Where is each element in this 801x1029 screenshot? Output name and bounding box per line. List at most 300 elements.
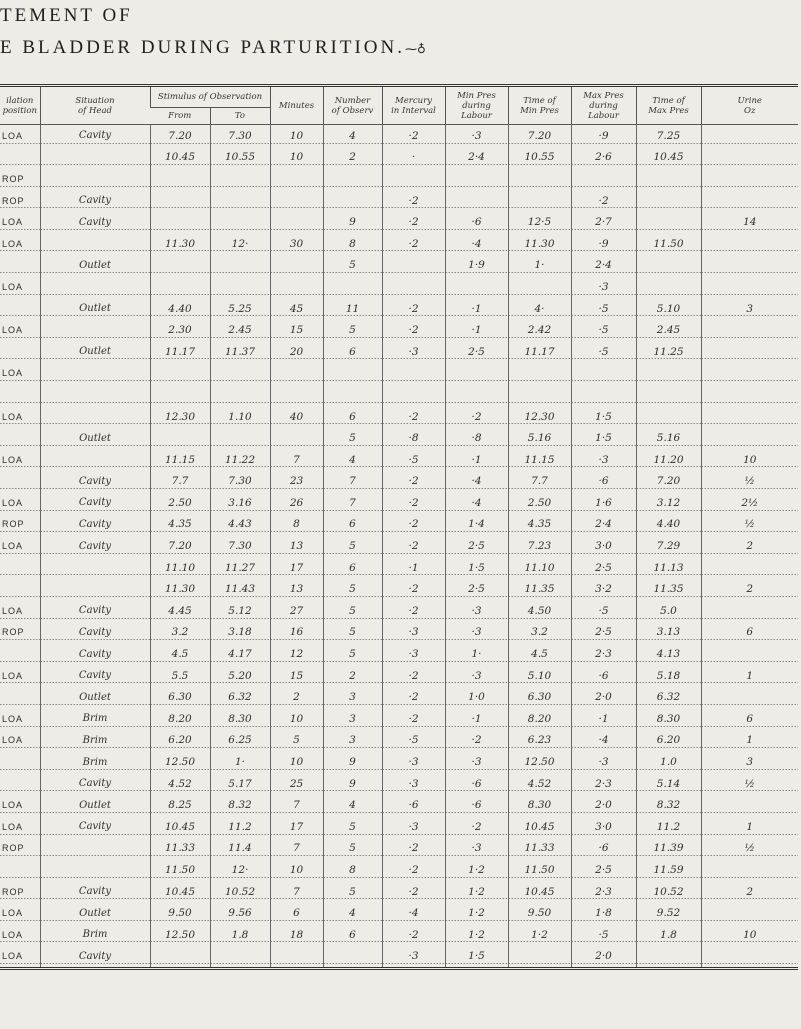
cell-to: 11.43 [210,578,270,600]
cell-mercury: ·2 [382,319,445,341]
cell-position [0,384,40,406]
cell-position: LOA [0,363,40,385]
cell-min-pressure: 2·5 [445,341,508,363]
cell-from: 12.50 [150,751,210,773]
cell-urine: ½ [701,838,798,860]
cell-time-min: 11.15 [508,449,571,471]
cell-max-pressure: 2·4 [571,255,636,277]
cell-max-pressure [571,384,636,406]
table-row [0,168,798,190]
cell-time-max: 11.59 [636,859,701,881]
cell-time-min: 12·5 [508,211,571,233]
cell-mercury: ·3 [382,643,445,665]
cell-time-min: 7.7 [508,471,571,493]
cell-number [323,946,382,968]
table-row [0,125,798,147]
cell-number [323,276,382,298]
cell-number [323,190,382,212]
cell-min-pressure: ·1 [445,708,508,730]
cell-time-max: 8.30 [636,708,701,730]
cell-to: 6.25 [210,730,270,752]
table-row [0,276,798,298]
cell-situation [40,578,150,600]
cell-minutes: 10 [270,751,323,773]
cell-situation: Cavity [40,773,150,795]
cell-situation [40,384,150,406]
table-row [0,255,798,277]
cell-mercury: · [382,147,445,169]
cell-position: LOA [0,794,40,816]
cell-number: 5 [323,600,382,622]
cell-position: LOA [0,211,40,233]
header-time-max: Time of Max Pres [636,87,701,125]
cell-max-pressure: ·5 [571,298,636,320]
cell-urine: 2 [701,578,798,600]
cell-number: 6 [323,406,382,428]
cell-max-pressure: ·3 [571,276,636,298]
cell-time-max: 6.20 [636,730,701,752]
cell-minutes: 12 [270,643,323,665]
cell-to: 11.2 [210,816,270,838]
cell-from: 7.20 [150,535,210,557]
cell-time-max: 11.20 [636,449,701,471]
cell-min-pressure [445,168,508,190]
cell-min-pressure: ·3 [445,665,508,687]
bladder-pressure-table [0,87,798,967]
cell-max-pressure: ·5 [571,341,636,363]
cell-max-pressure: 2·3 [571,881,636,903]
cell-min-pressure: ·6 [445,211,508,233]
cell-minutes [270,276,323,298]
cell-number: 7 [323,471,382,493]
cell-situation: Cavity [40,643,150,665]
cell-mercury: ·2 [382,535,445,557]
cell-urine [701,168,798,190]
cell-position: LOA [0,233,40,255]
cell-number: 5 [323,578,382,600]
cell-situation [40,449,150,471]
cell-time-max: 7.29 [636,535,701,557]
cell-situation: Cavity [40,946,150,968]
cell-from [150,946,210,968]
cell-position: ROP [0,168,40,190]
cell-position: LOA [0,816,40,838]
cell-situation: Cavity [40,600,150,622]
cell-urine: 2 [701,881,798,903]
cell-from: 4.52 [150,773,210,795]
cell-urine [701,600,798,622]
cell-time-min: 4· [508,298,571,320]
cell-urine [701,341,798,363]
cell-to: 10.55 [210,147,270,169]
table-row [0,514,798,536]
cell-urine [701,902,798,924]
cell-max-pressure [571,168,636,190]
cell-number: 6 [323,341,382,363]
cell-time-min: 3.2 [508,622,571,644]
cell-position: LOA [0,449,40,471]
cell-mercury: ·2 [382,924,445,946]
cell-to: 10.52 [210,881,270,903]
cell-to: 9.56 [210,902,270,924]
cell-to: 6.32 [210,686,270,708]
cell-from: 3.2 [150,622,210,644]
table-row [0,794,798,816]
cell-number: 5 [323,881,382,903]
cell-time-max: 4.13 [636,643,701,665]
cell-urine: 6 [701,622,798,644]
cell-to: 8.32 [210,794,270,816]
table-row [0,643,798,665]
cell-from [150,211,210,233]
cell-from: 12.30 [150,406,210,428]
cell-minutes: 7 [270,881,323,903]
cell-position: LOA [0,319,40,341]
cell-mercury: ·6 [382,794,445,816]
cell-number: 4 [323,794,382,816]
cell-to: 11.37 [210,341,270,363]
cell-urine [701,147,798,169]
table-row [0,233,798,255]
cell-min-pressure: ·6 [445,773,508,795]
table-row [0,190,798,212]
cell-max-pressure: 2·5 [571,622,636,644]
cell-situation [40,233,150,255]
cell-to: 7.30 [210,535,270,557]
table-row [0,578,798,600]
cell-mercury: ·3 [382,622,445,644]
table-row [0,838,798,860]
cell-to: 11.27 [210,557,270,579]
cell-number: 4 [323,449,382,471]
cell-time-min: 4.50 [508,600,571,622]
cell-time-min: 11.10 [508,557,571,579]
table-row [0,384,798,406]
cell-max-pressure: ·6 [571,838,636,860]
cell-min-pressure: ·4 [445,471,508,493]
cell-from: 8.20 [150,708,210,730]
cell-time-max: 5.18 [636,665,701,687]
cell-from [150,190,210,212]
cell-to: 4.43 [210,514,270,536]
table-row [0,946,798,968]
cell-time-max [636,384,701,406]
cell-from: 11.33 [150,838,210,860]
cell-time-min: 10.45 [508,816,571,838]
cell-from: 6.30 [150,686,210,708]
cell-minutes: 5 [270,730,323,752]
cell-urine [701,859,798,881]
cell-number: 5 [323,255,382,277]
cell-situation [40,147,150,169]
cell-minutes: 2 [270,686,323,708]
cell-situation: Cavity [40,514,150,536]
cell-mercury: ·2 [382,471,445,493]
cell-time-max: 11.2 [636,816,701,838]
cell-urine: 2½ [701,492,798,514]
cell-mercury: ·3 [382,946,445,968]
cell-time-max: 7.20 [636,471,701,493]
cell-from: 4.35 [150,514,210,536]
cell-time-max [636,946,701,968]
cell-urine [701,643,798,665]
cell-from: 4.40 [150,298,210,320]
cell-from: 10.45 [150,816,210,838]
table-row [0,298,798,320]
table-row [0,859,798,881]
cell-number: 8 [323,859,382,881]
table-row [0,471,798,493]
title-line-2: E BLADDER DURING PARTURITION.⁓♁ [0,37,426,58]
cell-mercury: ·8 [382,427,445,449]
cell-min-pressure: ·3 [445,600,508,622]
cell-to [210,384,270,406]
cell-max-pressure: 2·0 [571,686,636,708]
cell-time-min [508,190,571,212]
cell-max-pressure: 2·5 [571,859,636,881]
cell-min-pressure: 1·4 [445,514,508,536]
cell-position: LOA [0,708,40,730]
cell-situation: Outlet [40,341,150,363]
cell-to: 1.8 [210,924,270,946]
cell-min-pressure: ·2 [445,406,508,428]
cell-max-pressure: 2·3 [571,773,636,795]
data-table-frame [0,84,798,970]
cell-mercury: ·3 [382,816,445,838]
cell-minutes: 23 [270,471,323,493]
cell-time-max: 11.25 [636,341,701,363]
table-row [0,730,798,752]
cell-situation: Cavity [40,492,150,514]
cell-minutes: 27 [270,600,323,622]
header-number: Number of Observ [323,87,382,125]
cell-position [0,751,40,773]
cell-to: 1· [210,751,270,773]
cell-time-min: 10.45 [508,881,571,903]
cell-to: 5.12 [210,600,270,622]
cell-time-max: 1.8 [636,924,701,946]
table-row [0,319,798,341]
cell-max-pressure: 1·5 [571,406,636,428]
cell-time-max: 1.0 [636,751,701,773]
cell-max-pressure: ·1 [571,708,636,730]
cell-position [0,557,40,579]
cell-situation: Brim [40,730,150,752]
cell-position: LOA [0,535,40,557]
cell-urine [701,686,798,708]
cell-number: 3 [323,686,382,708]
cell-time-min: 11.33 [508,838,571,860]
cell-urine [701,406,798,428]
cell-max-pressure: 2·4 [571,514,636,536]
cell-urine: 10 [701,449,798,471]
cell-time-max [636,276,701,298]
cell-urine: 1 [701,816,798,838]
cell-urine [701,125,798,147]
cell-from: 7.20 [150,125,210,147]
cell-minutes: 20 [270,341,323,363]
table-row [0,924,798,946]
cell-max-pressure: ·3 [571,751,636,773]
cell-min-pressure: 1·0 [445,686,508,708]
cell-mercury [382,384,445,406]
cell-urine: 3 [701,751,798,773]
cell-min-pressure: ·1 [445,319,508,341]
cell-situation [40,557,150,579]
cell-max-pressure: ·5 [571,600,636,622]
cell-minutes: 13 [270,535,323,557]
cell-situation: Cavity [40,622,150,644]
cell-time-min: 4.35 [508,514,571,536]
cell-to: 7.30 [210,471,270,493]
cell-from [150,168,210,190]
header-urine: Urine Oz [701,87,798,125]
cell-time-max: 4.40 [636,514,701,536]
cell-position [0,643,40,665]
table-row [0,816,798,838]
cell-time-max: 3.13 [636,622,701,644]
cell-urine [701,427,798,449]
cell-time-max: 11.50 [636,233,701,255]
cell-to [210,190,270,212]
cell-position: LOA [0,730,40,752]
table-row [0,211,798,233]
cell-minutes: 17 [270,816,323,838]
cell-max-pressure: 3·2 [571,578,636,600]
cell-to: 11.4 [210,838,270,860]
cell-max-pressure: ·3 [571,449,636,471]
cell-time-min: 2.50 [508,492,571,514]
header-to: To [210,108,270,125]
cell-to: 4.17 [210,643,270,665]
cell-urine: 1 [701,665,798,687]
cell-min-pressure: ·1 [445,449,508,471]
cell-minutes [270,363,323,385]
cell-to: 5.20 [210,665,270,687]
cell-position: ROP [0,622,40,644]
cell-min-pressure: ·2 [445,816,508,838]
cell-min-pressure: 2·5 [445,535,508,557]
cell-number: 5 [323,816,382,838]
cell-number [323,168,382,190]
cell-mercury: ·2 [382,665,445,687]
cell-mercury: ·2 [382,881,445,903]
cell-to: 7.30 [210,125,270,147]
cell-time-max: 6.32 [636,686,701,708]
cell-mercury: ·2 [382,492,445,514]
cell-to: 5.17 [210,773,270,795]
cell-min-pressure: 2·5 [445,578,508,600]
cell-mercury: ·2 [382,514,445,536]
cell-number: 6 [323,924,382,946]
cell-position [0,686,40,708]
cell-minutes: 15 [270,665,323,687]
cell-from: 5.5 [150,665,210,687]
cell-max-pressure: 2·7 [571,211,636,233]
cell-number: 9 [323,773,382,795]
cell-max-pressure: ·2 [571,190,636,212]
table-row [0,773,798,795]
cell-time-min: 8.30 [508,794,571,816]
cell-from: 6.20 [150,730,210,752]
cell-urine [701,276,798,298]
cell-min-pressure: ·6 [445,794,508,816]
cell-minutes: 10 [270,125,323,147]
cell-minutes [270,427,323,449]
cell-from: 10.45 [150,881,210,903]
cell-time-min: 7.23 [508,535,571,557]
cell-time-max: 3.12 [636,492,701,514]
table-row [0,341,798,363]
cell-situation [40,859,150,881]
cell-max-pressure: 2·3 [571,643,636,665]
cell-urine: 10 [701,924,798,946]
cell-minutes: 7 [270,794,323,816]
cell-time-min [508,363,571,385]
header-time-min: Time of Min Pres [508,87,571,125]
cell-to: 3.16 [210,492,270,514]
cell-mercury: ·2 [382,233,445,255]
cell-situation: Outlet [40,255,150,277]
cell-number: 4 [323,902,382,924]
cell-number: 5 [323,838,382,860]
cell-min-pressure [445,190,508,212]
cell-min-pressure: 1·9 [445,255,508,277]
cell-situation [40,406,150,428]
cell-time-min [508,946,571,968]
cell-minutes: 16 [270,622,323,644]
cell-mercury [382,255,445,277]
header-mercury: Mercury in Interval [382,87,445,125]
cell-from: 7.7 [150,471,210,493]
cell-to: 11.22 [210,449,270,471]
cell-min-pressure: ·1 [445,298,508,320]
cell-min-pressure: ·4 [445,492,508,514]
cell-time-max [636,406,701,428]
cell-time-max: 5.10 [636,298,701,320]
cell-situation: Cavity [40,881,150,903]
cell-situation [40,168,150,190]
cell-from: 11.30 [150,578,210,600]
cell-mercury: ·2 [382,686,445,708]
cell-position [0,341,40,363]
cell-min-pressure: 1·2 [445,881,508,903]
cell-situation: Cavity [40,665,150,687]
table-row [0,751,798,773]
table-row [0,686,798,708]
cell-time-max: 8.32 [636,794,701,816]
cell-min-pressure: ·2 [445,730,508,752]
cell-time-max: 10.45 [636,147,701,169]
cell-minutes: 18 [270,924,323,946]
cell-to [210,363,270,385]
cell-mercury [382,168,445,190]
cell-time-min: 9.50 [508,902,571,924]
cell-time-min: 7.20 [508,125,571,147]
cell-time-min: 5.16 [508,427,571,449]
cell-minutes [270,211,323,233]
cell-from: 9.50 [150,902,210,924]
cell-max-pressure: 2·6 [571,147,636,169]
cell-situation: Brim [40,924,150,946]
cell-min-pressure: 1·2 [445,924,508,946]
header-min-pressure: Min Pres during Labour [445,87,508,125]
cell-min-pressure [445,384,508,406]
cell-position: LOA [0,902,40,924]
cell-minutes: 8 [270,514,323,536]
cell-max-pressure: ·5 [571,924,636,946]
cell-number: 3 [323,708,382,730]
